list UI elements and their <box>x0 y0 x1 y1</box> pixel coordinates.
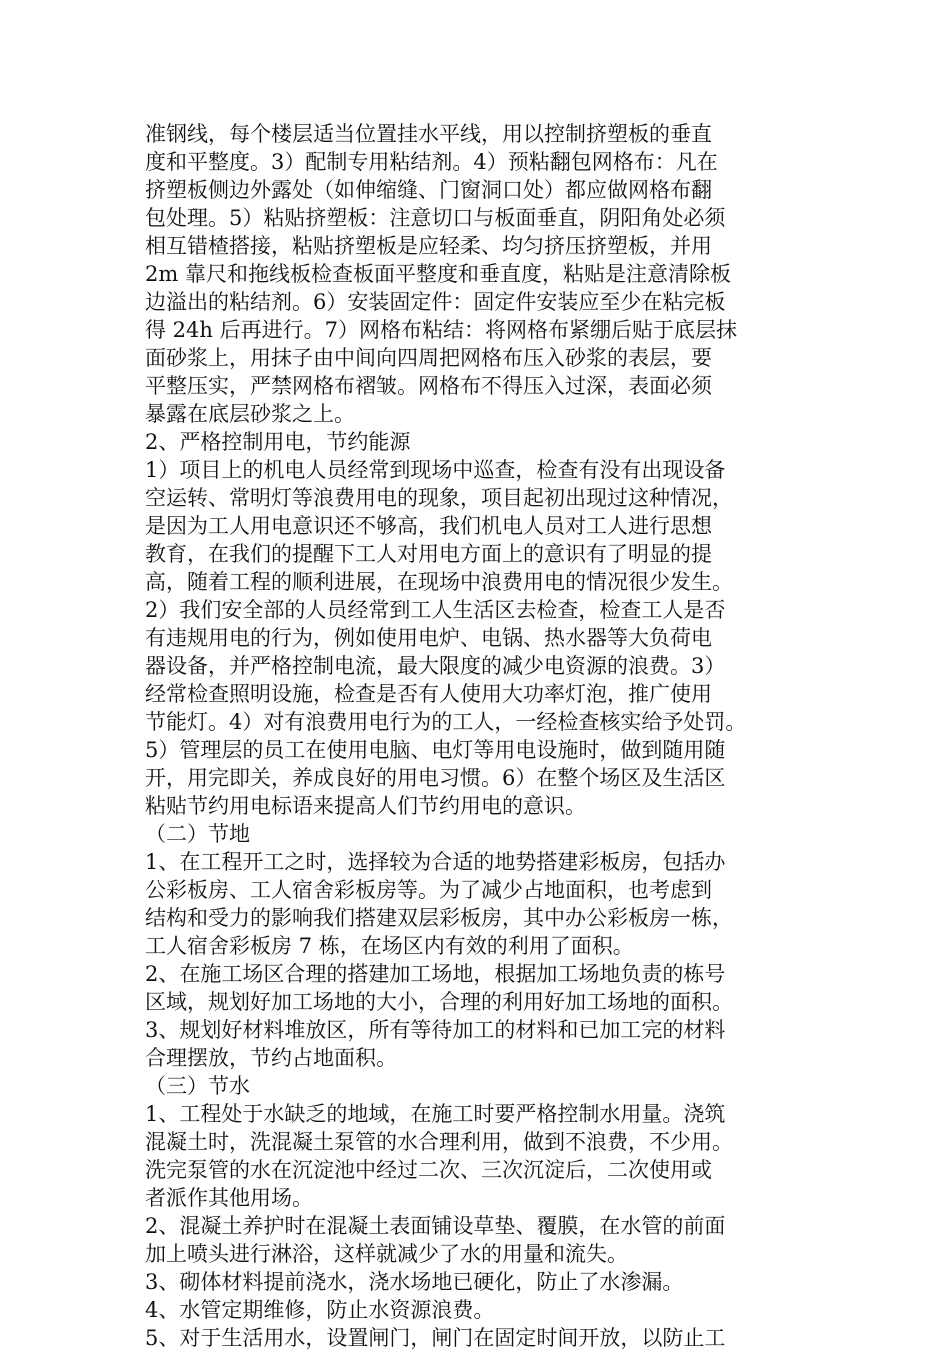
text-line: 2、混凝土养护时在混凝土表面铺设草垫、覆膜，在水管的前面 <box>145 1214 726 1238</box>
text-line: （二）节地 <box>145 822 250 846</box>
text-line: 准钢线，每个楼层适当位置挂水平线，用以控制挤塑板的垂直 <box>145 122 712 146</box>
text-line: 5）管理层的员工在使用电脑、电灯等用电设施时，做到随用随 <box>145 738 726 762</box>
text-line: 相互错楂搭接，粘贴挤塑板是应轻柔、均匀挤压挤塑板，并用 <box>145 234 712 258</box>
text-line: 结构和受力的影响我们搭建双层彩板房，其中办公彩板房一栋， <box>145 906 733 930</box>
text-line: 有违规用电的行为，例如使用电炉、电锅、热水器等大负荷电 <box>145 626 712 650</box>
text-line: 洗完泵管的水在沉淀池中经过二次、三次沉淀后，二次使用或 <box>145 1158 712 1182</box>
text-line: 面砂浆上，用抹子由中间向四周把网格布压入砂浆的表层，要 <box>145 346 712 370</box>
text-line: 2、严格控制用电，节约能源 <box>145 430 411 454</box>
text-line: 混凝土时，洗混凝土泵管的水合理利用，做到不浪费，不少用。 <box>145 1130 733 1154</box>
text-line: 2）我们安全部的人员经常到工人生活区去检查，检查工人是否 <box>145 598 726 622</box>
text-line: 度和平整度。3）配制专用粘结剂。4）预粘翻包网格布：凡在 <box>145 150 718 174</box>
text-line: 加上喷头进行淋浴，这样就减少了水的用量和流失。 <box>145 1242 628 1266</box>
text-line: 高，随着工程的顺利进展，在现场中浪费用电的情况很少发生。 <box>145 570 733 594</box>
text-line: 公彩板房、工人宿舍彩板房等。为了减少占地面积，也考虑到 <box>145 878 712 902</box>
text-line: 1、工程处于水缺乏的地域，在施工时要严格控制水用量。浇筑 <box>145 1102 726 1126</box>
text-line: 3、砌体材料提前浇水，浇水场地已硬化，防止了水渗漏。 <box>145 1270 684 1294</box>
text-line: 经常检查照明设施，检查是否有人使用大功率灯泡，推广使用 <box>145 682 712 706</box>
text-line: 得 24h 后再进行。7）网格布粘结：将网格布紧绷后贴于底层抹 <box>145 318 737 342</box>
text-line: 包处理。5）粘贴挤塑板：注意切口与板面垂直，阴阳角处必须 <box>145 206 726 230</box>
body-text <box>145 120 810 1352</box>
text-line: 2m 靠尺和拖线板检查板面平整度和垂直度，粘贴是注意清除板 <box>145 262 731 286</box>
text-line: 工人宿舍彩板房 7 栋，在场区内有效的利用了面积。 <box>145 934 634 958</box>
text-line: 5、对于生活用水，设置闸门，闸门在固定时间开放，以防止工 <box>145 1326 726 1350</box>
text-line: 合理摆放，节约占地面积。 <box>145 1046 397 1070</box>
text-line: 边溢出的粘结剂。6）安装固定件：固定件安装应至少在粘完板 <box>145 290 726 314</box>
text-line: 挤塑板侧边外露处（如伸缩缝、门窗洞口处）都应做网格布翻 <box>145 178 712 202</box>
text-line: 开，用完即关，养成良好的用电习惯。6）在整个场区及生活区 <box>145 766 726 790</box>
text-line: 节能灯。4）对有浪费用电行为的工人，一经检查核实给予处罚。 <box>145 710 747 734</box>
text-line: 4、水管定期维修，防止水资源浪费。 <box>145 1298 495 1322</box>
text-line: 1、在工程开工之时，选择较为合适的地势搭建彩板房，包括办 <box>145 850 726 874</box>
text-line: 教育，在我们的提醒下工人对用电方面上的意识有了明显的提 <box>145 542 712 566</box>
text-line: 器设备，并严格控制电流，最大限度的减少电资源的浪费。3） <box>145 654 726 678</box>
text-line: 2、在施工场区合理的搭建加工场地，根据加工场地负责的栋号 <box>145 962 726 986</box>
text-line: 粘贴节约用电标语来提高人们节约用电的意识。 <box>145 794 586 818</box>
text-line: 平整压实，严禁网格布褶皱。网格布不得压入过深，表面必须 <box>145 374 712 398</box>
text-line: 是因为工人用电意识还不够高，我们机电人员对工人进行思想 <box>145 514 712 538</box>
text-line: 3、规划好材料堆放区，所有等待加工的材料和已加工完的材料 <box>145 1018 726 1042</box>
text-line: 暴露在底层砂浆之上。 <box>145 402 355 426</box>
text-line: 1）项目上的机电人员经常到现场中巡查，检查有没有出现设备 <box>145 458 726 482</box>
text-line: 空运转、常明灯等浪费用电的现象，项目起初出现过这种情况， <box>145 486 733 510</box>
text-line: （三）节水 <box>145 1074 250 1098</box>
text-line: 区域，规划好加工场地的大小，合理的利用好加工场地的面积。 <box>145 990 733 1014</box>
text-line: 者派作其他用场。 <box>145 1186 313 1210</box>
